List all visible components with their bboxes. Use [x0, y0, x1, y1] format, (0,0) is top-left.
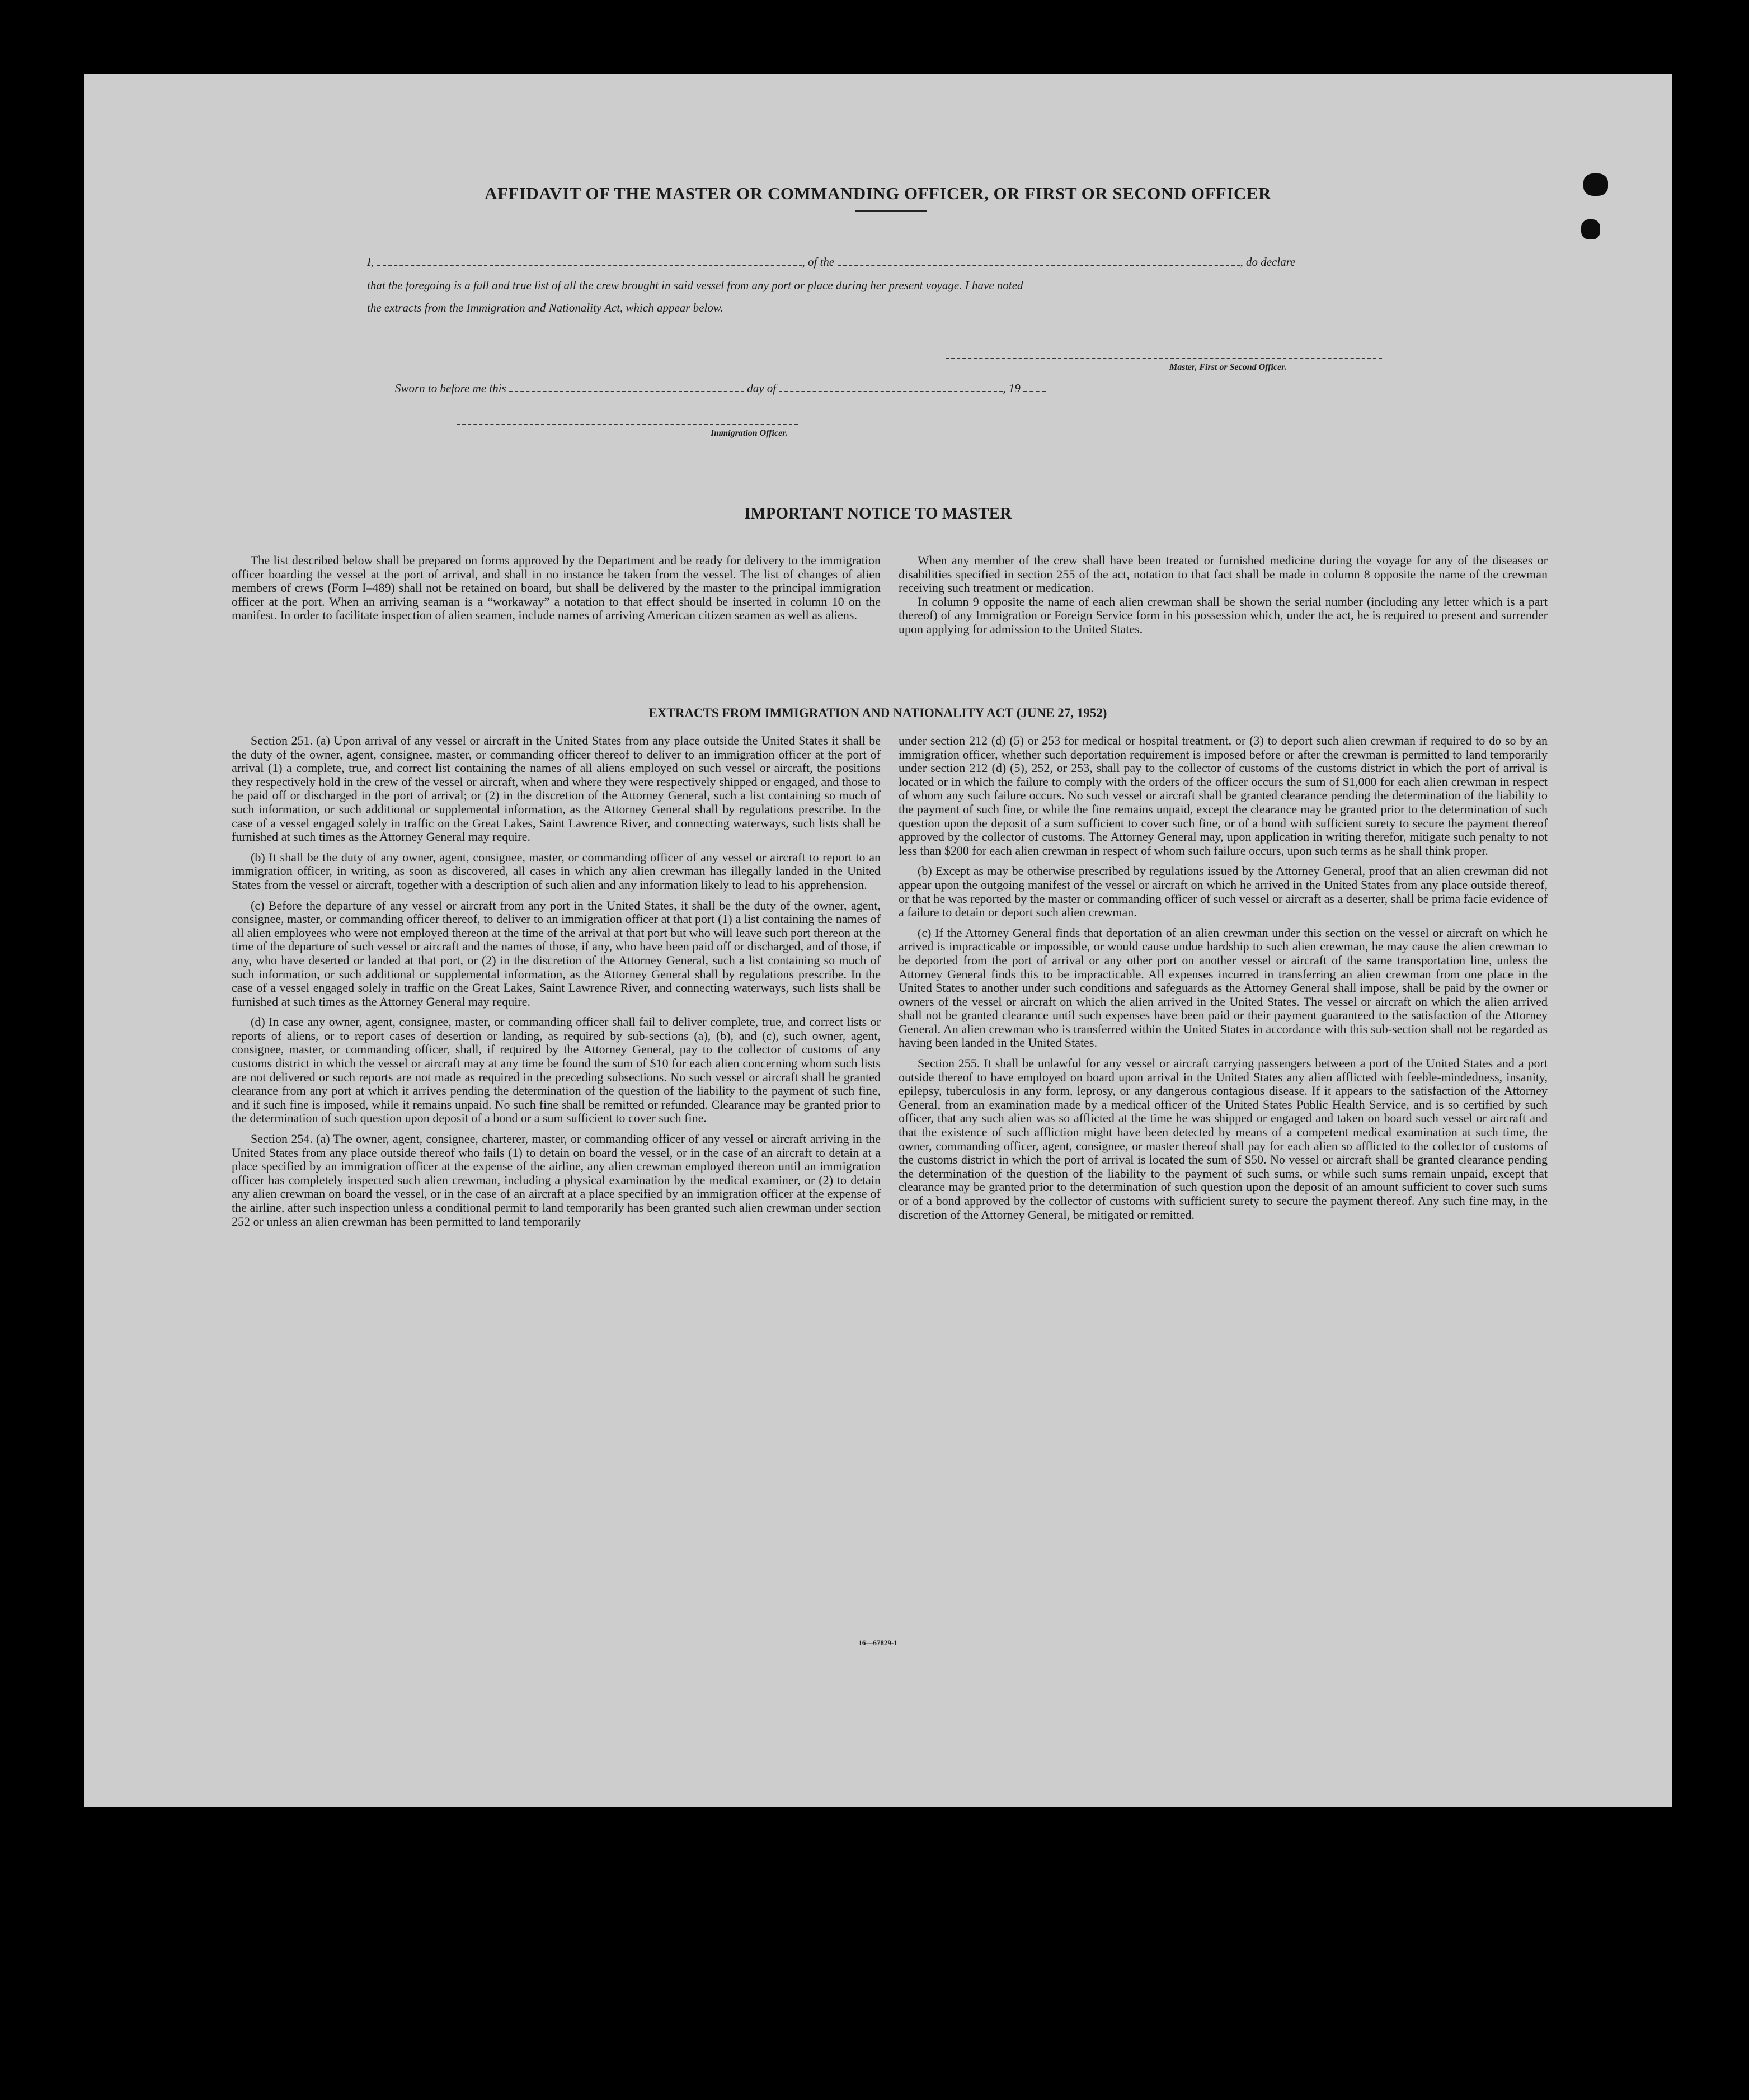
- form-code: 16—67829-1: [858, 1638, 897, 1647]
- do-declare-label: , do declare: [1240, 255, 1296, 269]
- i-label: I,: [367, 255, 374, 269]
- affidavit-title: AFFIDAVIT OF THE MASTER OR COMMANDING OFFICER, OR FIRST OR SECOND OFFICER: [485, 183, 1271, 203]
- ink-blot-mark: [1583, 173, 1608, 196]
- notice-right-column: [899, 554, 1548, 643]
- sworn-label: Sworn to before me this: [395, 382, 506, 395]
- master-signature-line[interactable]: [946, 358, 1382, 359]
- statement-line-2: the extracts from the Immigration and Nationality Act, which appear below.: [367, 301, 723, 314]
- year-label: , 19: [1003, 382, 1021, 395]
- extracts-title: EXTRACTS FROM IMMIGRATION AND NATIONALITY ACT (JUNE 27, 1952): [648, 706, 1107, 720]
- ink-blot-mark: [1581, 219, 1600, 239]
- immigration-officer-label: Immigration Officer.: [711, 429, 788, 438]
- extracts-left-column: [232, 734, 881, 1235]
- section-251-d: (d) In case any owner, agent, consignee, master, or commanding officer shall fail to deliver complete, true, and correct lists or reports of aliens, or to report cases of desertion or landing, as required by sub-sections (a), (b), and (c), such owner, agent, consignee, master, or commanding officer, shall, if required by the Attorney General, pay to the collector of customs of any customs district in which the vessel or aircraft may at any time be found the sum of $10 for each alien concerning whom such lists are not delivered or such reports are not made as required in the preceding subsections. No such vessel or aircraft shall be granted clearance from any port at which it arrives pending the determination of the question of the liability to the payment of such fine, and if such fine is imposed, while it remains unpaid. No such fine shall be remitted or refunded. Clearance may be granted prior to the determination of such question upon deposit of a bond or a sum sufficient to cover such fine.: [232, 1015, 881, 1126]
- declaration-line: [367, 254, 1464, 270]
- notice-title: IMPORTANT NOTICE TO MASTER: [744, 505, 1012, 522]
- notice-right-paragraph-2: In column 9 opposite the name of each alien crewman shall be shown the serial number (including any letter which is a part thereof) of any Immigration or Foreign Service form in his possession which, under the act, he is required to present and surrender upon applying for admission to the United States.: [899, 594, 1548, 636]
- section-251-a: Section 251. (a) Upon arrival of any vessel or aircraft in the United States from any place outside the United States it shall be the duty of the owner, agent, consignee, master, or commanding officer thereof to deliver to an immigration officer at the port of arrival (1) a complete, true, and correct list containing the names of all aliens employed on such vessel or aircraft, the positions they respectively hold in the crew of the vessel or aircraft, when and where they were respectively shipped or engaged, and those to be paid off or discharged in the port of arrival; or (2) in the discretion of the Attorney General, such a list containing so much of such information, or such additional or supplemental information, as the Attorney General shall by regulations prescribe. In the case of a vessel engaged solely in traffic on the Great Lakes, Saint Lawrence River, and connecting waterways, such lists shall be furnished at such times as the Attorney General may require.: [232, 733, 881, 844]
- sworn-line: [395, 380, 1234, 396]
- notice-left-column: [232, 554, 881, 629]
- section-254-a: Section 254. (a) The owner, agent, consignee, charterer, master, or commanding officer of any vessel or aircraft arriving in the United States from any place outside thereof who fails (1) to detain on board the vessel, or in the case of an aircraft to detain at a place specified by an immigration officer at the expense of the airline, any alien crewman employed thereon until an immigration officer has completely inspected such alien crewman, including a physical examination by the medical examiner, or (2) to detain any alien crewman on board the vessel, or in the case of an aircraft at a place specified by an immigration officer at the expense of the airline, after such inspection unless a conditional permit to land temporarily has been granted such alien crewman under section 252 or unless an alien crewman has been permitted to land temporarily: [232, 1132, 881, 1228]
- immigration-officer-signature-line[interactable]: [457, 424, 798, 425]
- master-signature-label: Master, First or Second Officer.: [1169, 362, 1287, 372]
- master-name-field[interactable]: [377, 255, 802, 266]
- section-254-b: (b) Except as may be otherwise prescribed by regulations issued by the Attorney General, proof that an alien crewman did not appear upon the outgoing manifest of the vessel or aircraft on which he arrived in the United States from any place outside thereof, or that he was reported by the master or commanding officer of such vessel or aircraft as a deserter, shall be prima facie evidence of a failure to detain or deport such alien crewman.: [899, 864, 1548, 920]
- day-of-label: day of: [747, 382, 777, 395]
- sworn-year-field[interactable]: [1023, 381, 1046, 392]
- section-251-b: (b) It shall be the duty of any owner, agent, consignee, master, or commanding officer of any vessel or aircraft to report to an immigration officer, in writing, as soon as discovered, all cases in which any alien crewman has illegally landed in the United States from the vessel or aircraft, together with a description of such alien and any information likely to lead to his apprehension.: [232, 850, 881, 892]
- notice-left-paragraph: The list described below shall be prepared on forms approved by the Department and be ready for delivery to the immigration officer boarding the vessel at the port of arrival, and shall in no instance be taken from the vessel. The list of changes of alien members of crews (Form I–489) shall not be retained on board, but shall be delivered by the master to the principal immigration officer at the port. When an arriving seaman is a “workaway” a notation to that effect should be inserted in column 10 on the manifest. In order to facilitate inspection of alien seamen, include names of arriving American citizen seamen as well as aliens.: [232, 553, 881, 623]
- statement-line-1: that the foregoing is a full and true list of all the crew brought in said vessel from any port or place during her present voyage. I have noted: [367, 279, 1023, 292]
- title-underline: [855, 210, 927, 212]
- notice-right-paragraph-1: When any member of the crew shall have been treated or furnished medicine during the voyage for any of the diseases or disabilities specified in section 255 of the act, notation to that fact shall be made in column 8 opposite the name of the crewman receiving such treatment or medication.: [899, 553, 1548, 595]
- section-254-c: (c) If the Attorney General finds that deportation of an alien crewman under this section on the vessel or aircraft on which he arrived is impracticable or impossible, or would cause undue hardship to such alien crewman, he may cause the alien crewman to be deported from the port of arrival or any other port on another vessel or aircraft of the same transportation line, unless the Attorney General finds this to be impracticable. All expenses incurred in transferring an alien crewman from one place in the United States to another under such conditions and safeguards as the Attorney General shall impose, shall be paid by the owner or owners of the vessel or aircraft on which the alien arrived in the United States. The vessel or aircraft on which the alien arrived shall not be granted clearance until such expenses have been paid or their payment guaranteed to the satisfaction of the Attorney General. An alien crewman who is transferred within the United States in accordance with this sub-section shall not be regarded as having been landed in the United States.: [899, 925, 1548, 1050]
- section-251-c: (c) Before the departure of any vessel or aircraft from any port in the United States, it shall be the duty of the owner, agent, consignee, master, or commanding officer thereof, to deliver to an immigration officer at that port (1) a list containing the names of all alien employees who were not employed thereon at the time of the arrival at that port but who will leave such port thereon at the time of the departure of such vessel or aircraft and the names of those, if any, who have been paid off or discharged, and of those, if any, who have deserted or landed at that port, or (2) in the discretion of the Attorney General, such a list containing so much of such information, or such additional or supplemental information, as the Attorney General shall by regulations prescribe. In the case of a vessel engaged solely in traffic on the Great Lakes, Saint Lawrence River, and connecting waterways, such lists shall be furnished at such times as the Attorney General may require.: [232, 898, 881, 1009]
- form-page: [84, 74, 1672, 1807]
- sworn-month-field[interactable]: [779, 381, 1003, 392]
- of-the-label: , of the: [802, 255, 835, 269]
- section-255: Section 255. It shall be unlawful for any vessel or aircraft carrying passengers between a port of the United States and a port outside thereof to have employed on board upon arrival in the United States any alien afflicted with feeble-mindedness, insanity, epilepsy, tuberculosis in any form, leprosy, or any dangerous contagious disease. If it appears to the satisfaction of the Attorney General, from an examination made by a medical officer of the United States Public Health Service, and is so certified by such officer, that any such alien was so afflicted at the time he was shipped or engaged and taken on board such vessel or aircraft and that the existence of such affliction might have been detected by means of a competent medical examination at such time, the owner, commanding officer, agent, consignee, or master thereof shall pay for each alien so afflicted to the collector of customs of the customs district in which the port of arrival is located the sum of $50. No vessel or aircraft shall be granted clearance pending the determination of the question of the liability to the payment of such sums, or while such sums remain unpaid, except that clearance may be granted prior to the determination of such question upon the deposit of an amount sufficient to cover such sums or of a bond approved by the collector of customs with sufficient surety to secure the payment thereof. Any such fine may, in the discretion of the Attorney General, be mitigated or remitted.: [899, 1056, 1548, 1222]
- sworn-day-field[interactable]: [509, 381, 744, 392]
- section-254-a-continued: under section 212 (d) (5) or 253 for medical or hospital treatment, or (3) to deport such alien crewman if required to do so by an immigration officer, whether such deportation requirement is imposed before or after the crewman is permitted to land temporarily under section 212 (d) (5), 252, or 253, shall pay to the collector of customs of the customs district in which the port of arrival is located or in which the failure to comply with the orders of the officer occurs the sum of $1,000 for each alien crewman in respect of whom any such failure occurs. No such vessel or aircraft shall be granted clearance pending the determination of the liability to the payment of such fine, or while the fine remains unpaid, except the clearance may be granted prior to the determination of such question upon the deposit of a sum sufficient to cover such fine, or of a bond with sufficient surety to secure the payment thereof approved by the collector of customs. The Attorney General may, upon application in writing therefor, mitigate such penalty to not less than $200 for each alien crewman in respect of whom such failure occurs, upon such terms as he shall think proper.: [899, 733, 1548, 858]
- extracts-right-column: [899, 734, 1548, 1228]
- vessel-name-field[interactable]: [838, 255, 1240, 266]
